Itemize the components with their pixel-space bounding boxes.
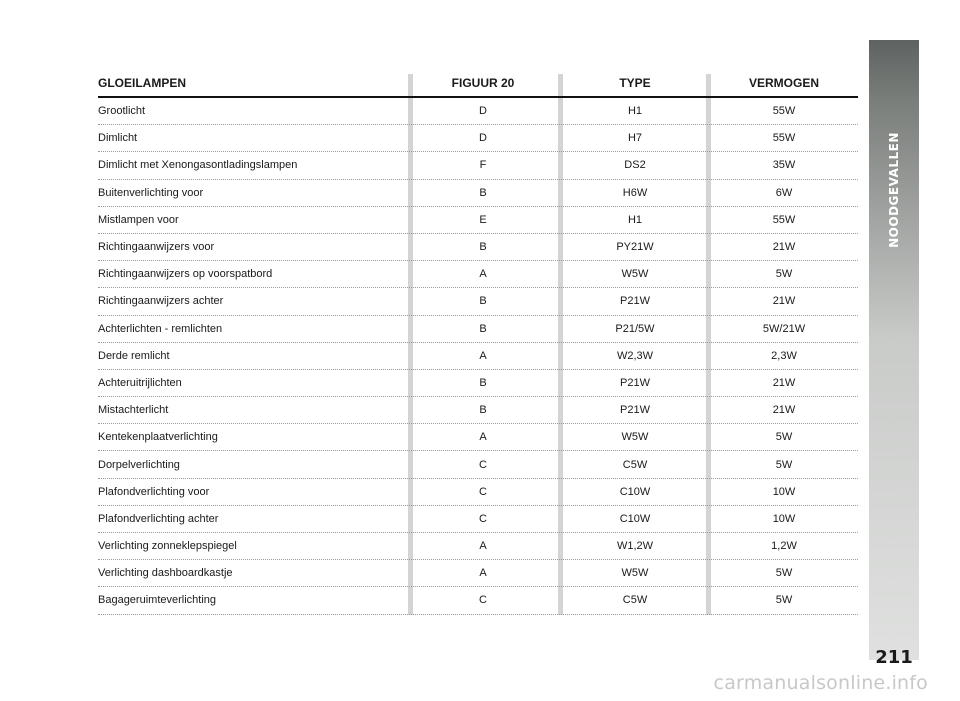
- bulb-type: H7: [627, 132, 643, 145]
- bulb-power: 5W: [775, 458, 793, 471]
- figure-ref: B: [479, 241, 487, 254]
- bulb-power: 35W: [772, 159, 796, 172]
- bulb-power: 5W: [775, 594, 793, 607]
- bulb-power: 21W: [772, 241, 796, 254]
- table-row: [98, 234, 858, 261]
- bulb-power: 21W: [772, 376, 796, 389]
- figure-ref: B: [479, 295, 487, 308]
- bulb-power: 21W: [772, 404, 796, 417]
- table-row: [98, 288, 858, 315]
- table-row: [98, 261, 858, 288]
- bulb-type: PY21W: [616, 241, 654, 254]
- bulb-type: P21W: [620, 295, 650, 308]
- bulb-type: H1: [627, 105, 643, 118]
- table-row: [98, 560, 858, 587]
- lamp-name: Verlichting dashboardkastje: [98, 567, 233, 580]
- lamp-name: Bagageruimteverlichting: [98, 594, 217, 607]
- table-row: [98, 451, 858, 478]
- section-side-tab: [869, 40, 919, 668]
- figure-ref: A: [479, 349, 487, 362]
- bulb-power: 1,2W: [771, 540, 797, 553]
- bulb-table: [98, 70, 858, 615]
- bulb-type: W5W: [621, 268, 649, 281]
- figure-ref: A: [479, 431, 487, 444]
- header-bulbs: GLOEILAMPEN: [98, 76, 187, 90]
- table-row: [98, 587, 858, 614]
- table-row: [98, 98, 858, 125]
- lamp-name: Buitenverlichting voor: [98, 186, 204, 199]
- figure-ref: D: [479, 132, 487, 145]
- lamp-name: Dimlicht met Xenongasontladingslampen: [98, 159, 298, 172]
- figure-ref: B: [479, 404, 487, 417]
- figure-ref: B: [479, 186, 487, 199]
- bulb-power: 6W: [775, 186, 793, 199]
- bulb-type: C5W: [622, 594, 648, 607]
- bulb-type: H1: [627, 213, 643, 226]
- header-figure: FIGUUR 20: [451, 76, 515, 90]
- header-type: TYPE: [619, 76, 651, 90]
- figure-ref: A: [479, 540, 487, 553]
- table-row: [98, 152, 858, 179]
- figure-ref: B: [479, 322, 487, 335]
- lamp-name: Richtingaanwijzers op voorspatbord: [98, 268, 273, 281]
- lamp-name: Dorpelverlichting: [98, 458, 180, 471]
- table-row: [98, 506, 858, 533]
- table-row: [98, 533, 858, 560]
- bulb-power: 5W: [775, 431, 793, 444]
- lamp-name: Plafondverlichting achter: [98, 512, 219, 525]
- bulb-power: 21W: [772, 295, 796, 308]
- lamp-name: Richtingaanwijzers achter: [98, 295, 224, 308]
- figure-ref: C: [479, 594, 487, 607]
- figure-ref: D: [479, 105, 487, 118]
- figure-ref: C: [479, 458, 487, 471]
- section-title: NOODGEVALLEN: [887, 132, 901, 248]
- lamp-name: Mistachterlicht: [98, 404, 169, 417]
- lamp-name: Richtingaanwijzers voor: [98, 241, 215, 254]
- bulb-power: 55W: [772, 213, 796, 226]
- header-power: VERMOGEN: [748, 76, 819, 90]
- lamp-name: Achteruitrijlichten: [98, 376, 182, 389]
- bulb-power: 2,3W: [771, 349, 797, 362]
- figure-ref: B: [479, 376, 487, 389]
- table-header: [98, 70, 858, 98]
- lamp-name: Kentekenplaatverlichting: [98, 431, 218, 444]
- figure-ref: F: [479, 159, 487, 172]
- bulb-type: W1,2W: [616, 540, 654, 553]
- table-row: [98, 370, 858, 397]
- table-row: [98, 479, 858, 506]
- bulb-power: 55W: [772, 105, 796, 118]
- table-row: [98, 180, 858, 207]
- bulb-type: P21W: [620, 376, 650, 389]
- table-row: [98, 397, 858, 424]
- lamp-name: Derde remlicht: [98, 349, 170, 362]
- figure-ref: C: [479, 485, 487, 498]
- bulb-type: DS2: [624, 159, 646, 172]
- bulb-type: W2,3W: [616, 349, 654, 362]
- figure-ref: E: [479, 213, 487, 226]
- table-row: [98, 207, 858, 234]
- figure-ref: A: [479, 268, 487, 281]
- bulb-power: 5W/21W: [762, 322, 806, 335]
- lamp-name: Grootlicht: [98, 105, 146, 118]
- page-number: 211: [875, 647, 913, 668]
- bulb-power: 5W: [775, 268, 793, 281]
- table-row: [98, 343, 858, 370]
- bulb-power: 10W: [772, 512, 796, 525]
- bulb-type: C10W: [619, 485, 651, 498]
- lamp-name: Dimlicht: [98, 132, 138, 145]
- lamp-name: Achterlichten - remlichten: [98, 322, 223, 335]
- figure-ref: C: [479, 512, 487, 525]
- watermark: carmanualsonline.info: [713, 672, 928, 694]
- bulb-type: W5W: [621, 567, 649, 580]
- lamp-name: Mistlampen voor: [98, 213, 179, 226]
- bulb-type: C5W: [622, 458, 648, 471]
- bulb-type: H6W: [622, 186, 648, 199]
- table-row: [98, 424, 858, 451]
- bulb-type: P21/5W: [615, 322, 655, 335]
- bulb-power: 5W: [775, 567, 793, 580]
- table-row: [98, 125, 858, 152]
- lamp-name: Plafondverlichting voor: [98, 485, 210, 498]
- lamp-name: Verlichting zonneklepspiegel: [98, 540, 237, 553]
- bulb-type: C10W: [619, 512, 651, 525]
- bulb-type: W5W: [621, 431, 649, 444]
- bulb-power: 55W: [772, 132, 796, 145]
- figure-ref: A: [479, 567, 487, 580]
- table-row: [98, 316, 858, 343]
- bulb-type: P21W: [620, 404, 650, 417]
- table-body: [98, 98, 858, 615]
- bulb-power: 10W: [772, 485, 796, 498]
